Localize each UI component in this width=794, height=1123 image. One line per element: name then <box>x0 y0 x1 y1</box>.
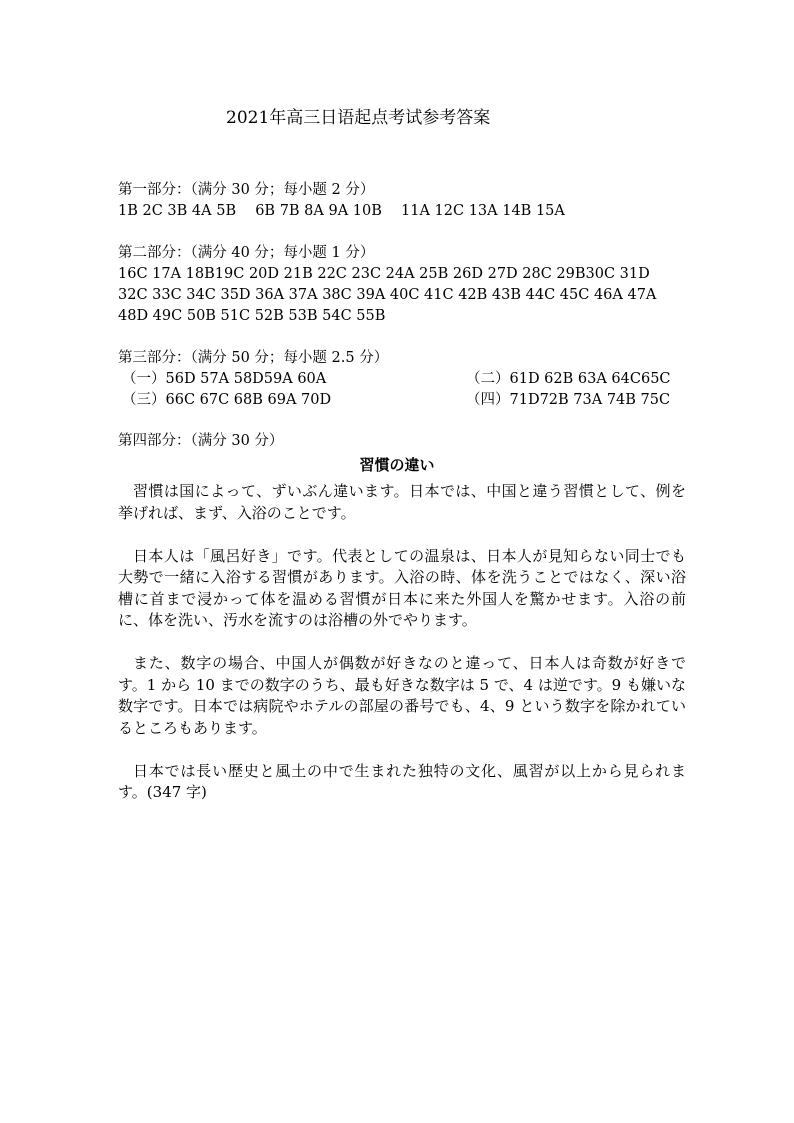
part3-group-3: （三）66C 67C 68B 69A 70D <box>122 392 332 408</box>
part3-group-2: （二）61D 62B 63A 64C65C <box>466 371 671 387</box>
part1-heading: 第一部分：（满分 30 分；每小题 2 分） <box>118 182 375 198</box>
part2-answers-line: 48D 49C 50B 51C 52B 53B 54C 55B <box>118 308 386 324</box>
essay-body <box>118 481 686 825</box>
part2-heading: 第二部分：（满分 40 分；每小题 1 分） <box>118 245 375 261</box>
essay-paragraph: 習慣は国によって、ずいぶん違います。日本では、中国と違う習慣として、例を挙げれば、まず、入浴のことです。 <box>118 482 686 522</box>
part3-group-1: （一）56D 57A 58D59A 60A <box>122 371 327 387</box>
part3-heading: 第三部分：（满分 50 分；每小题 2.5 分） <box>118 350 389 366</box>
page-title: 2021年高三日语起点考试参考答案 <box>226 108 491 128</box>
part2-section <box>118 243 688 327</box>
part3-row <box>118 390 688 411</box>
essay-paragraph: 日本では長い歴史と風土の中で生まれた独特の文化、風習が以上から見られます。(347 字) <box>118 761 686 801</box>
part2-answers-line: 32C 33C 34C 35D 36A 37A 38C 39A 40C 41C 42B 43B 44C 45C 46A 47A <box>118 287 657 303</box>
part1-section <box>118 180 688 222</box>
part2-answers-line: 16C 17A 18B19C 20D 21B 22C 23C 24A 25B 26D 27D 28C 29B30C 31D <box>118 266 650 282</box>
part3-row <box>118 369 688 390</box>
essay-title: 習慣の違い <box>359 456 435 474</box>
part1-answers: 1B 2C 3B 4A 5B 6B 7B 8A 9A 10B 11A 12C 13A 14B 15A <box>118 203 565 219</box>
part4-heading: 第四部分：（满分 30 分） <box>118 433 284 449</box>
essay-paragraph: 日本人は「風呂好き」です。代表としての温泉は、日本人が見知らない同士でも大勢で一緒に入浴する習慣があります。入浴の時、体を洗うことではなく、深い浴槽に首まで浸かって体を温める習慣が日本に来た外国人を驚かせます。入浴の前に、体を洗い、汚水を流すのは浴槽の外でやります。 <box>118 546 686 629</box>
part4-section <box>118 431 688 452</box>
essay-paragraph: また、数字の場合、中国人が偶数が好きなのと違って、日本人は奇数が好きです。1 から 10 までの数字のうち、最も好きな数字は 5 で、4 は逆です。9 も嫌いな数字です。日本では病院やホテルの部屋の番号でも、4、9 という数字を除かれているところもあります。 <box>118 654 686 737</box>
part3-section <box>118 348 688 411</box>
part3-group-4: （四）71D72B 73A 74B 75C <box>466 392 671 408</box>
